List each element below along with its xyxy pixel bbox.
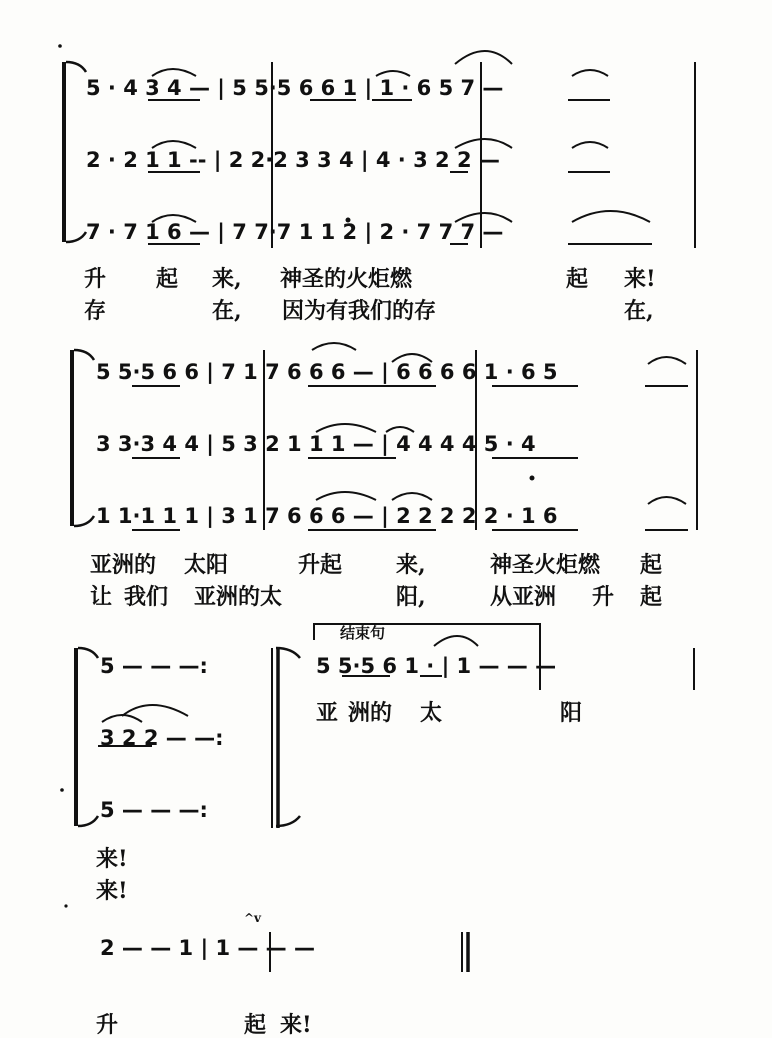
system-3-staff-2: 3 2 2 — —: bbox=[100, 726, 224, 750]
system-1-lyric-1-5: 起 bbox=[566, 266, 589, 292]
system-1-lyric-1-3: 来, bbox=[212, 266, 242, 292]
fragment-notes: 2 — — 1 | 1 — — — bbox=[100, 936, 315, 960]
fragment-lyric-2: 起 bbox=[244, 1012, 267, 1038]
system-2-lyric-2-5: 从亚洲 bbox=[490, 584, 557, 610]
system-1-lyric-1-6: 来! bbox=[624, 266, 656, 292]
fragment-lyric-3: 来! bbox=[280, 1012, 312, 1038]
ending-label: 结束句 bbox=[340, 624, 386, 642]
system-1-lyric-1-4: 神圣的火炬燃 bbox=[280, 266, 413, 292]
system-2-lyric-1-4: 来, bbox=[396, 552, 426, 578]
ending-lyric-1: 亚 bbox=[316, 700, 339, 726]
system-2-lyric-2-2: 我们 bbox=[124, 584, 169, 610]
accent-mark: ^v bbox=[244, 911, 262, 925]
system-2-lyric-2-4: 阳, bbox=[396, 584, 426, 610]
system-2-lyric-1-6: 起 bbox=[640, 552, 663, 578]
system-2-staff-2: 3 3·3 4 4 | 5 3 2 1 1 1 — | 4 4 4 4 5 · 4 bbox=[96, 432, 536, 456]
system-2-lyric-1-2: 太阳 bbox=[184, 552, 229, 578]
ending-lyric-4: 阳 bbox=[560, 700, 583, 726]
system-1-staff-1: 5 · 4 3 4 — | 5 5·5 6 6 1 | 1 · 6 5 7 — bbox=[86, 76, 504, 100]
system-2-staff-1: 5 5·5 6 6 | 7 1 7 6 6 6 — | 6 6 6 6 1 · 6 5 bbox=[96, 360, 558, 384]
system-3-staff-3: 5 — — —: bbox=[100, 798, 208, 822]
ending-lyric-3: 太 bbox=[420, 700, 443, 726]
system-1-lyric-1-1: 升 bbox=[84, 266, 107, 292]
system-3-staff-1: 5 — — —: bbox=[100, 654, 208, 678]
system-2-lyric-1-3: 升起 bbox=[298, 552, 343, 578]
system-2-lyric-2-6: 升 bbox=[592, 584, 615, 610]
ending-notes: 5 5·5 6 1 · | 1 — — — bbox=[316, 654, 557, 678]
system-1-lyric-2-4: 在, bbox=[624, 298, 654, 324]
system-1-lyric-2-3: 因为有我们的存 bbox=[282, 298, 437, 324]
system-1-staff-3: 7 · 7 1 6 — | 7 7·7 1 1 2 | 2 · 7 7 7 — bbox=[86, 220, 504, 244]
ending-lyric-2: 洲的 bbox=[348, 700, 393, 726]
system-1-lyric-2-2: 在, bbox=[212, 298, 242, 324]
system-1-staff-2: 2 · 2 1 1 -- | 2 2·2 3 3 4 | 4 · 3 2 2 — bbox=[86, 148, 500, 172]
system-3-lyric-2: 来! bbox=[96, 878, 128, 904]
system-2-lyric-2-7: 起 bbox=[640, 584, 663, 610]
system-2-lyric-2-1: 让 bbox=[90, 584, 113, 610]
system-3-lyric-1: 来! bbox=[96, 846, 128, 872]
system-1-lyric-1-2: 起 bbox=[156, 266, 179, 292]
fragment-lyric-1: 升 bbox=[96, 1012, 119, 1038]
system-2-lyric-1-5: 神圣火炬燃 bbox=[490, 552, 601, 578]
system-2-staff-3: 1 1·1 1 1 | 3 1 7 6 6 6 — | 2 2 2 2 2 · 1 6 bbox=[96, 504, 558, 528]
system-2-lyric-2-3: 亚洲的太 bbox=[194, 584, 283, 610]
system-1-lyric-2-1: 存 bbox=[84, 298, 107, 324]
system-2-lyric-1-1: 亚洲的 bbox=[90, 552, 157, 578]
